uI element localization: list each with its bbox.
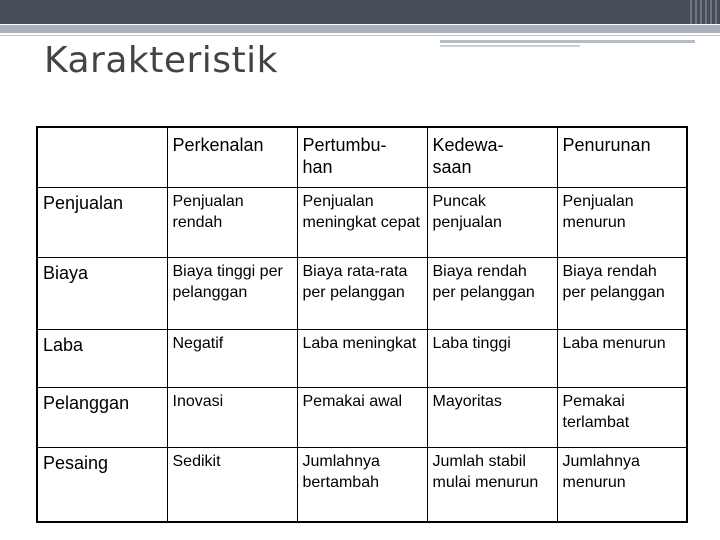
header-rule <box>0 25 720 33</box>
title-bar-stripe <box>690 0 720 24</box>
table-header-row <box>37 127 687 187</box>
row-label: Pesaing <box>37 447 167 522</box>
table-row <box>37 187 687 257</box>
characteristics-table <box>36 126 688 523</box>
table-row <box>37 329 687 387</box>
header-cell-empty <box>37 127 167 187</box>
row-label: Penjualan <box>37 187 167 257</box>
table-cell: Penjualan meningkat cepat <box>297 187 427 257</box>
header-thin-rule <box>0 35 720 36</box>
accent-rule-short <box>440 45 580 47</box>
table-cell: Jumlahnya menurun <box>557 447 687 522</box>
table-cell: Biaya rendah per pelanggan <box>557 257 687 329</box>
table-cell: Laba menurun <box>557 329 687 387</box>
header-cell-kedewasaan: Kedewa- saan <box>427 127 557 187</box>
table-cell: Penjualan menurun <box>557 187 687 257</box>
table-cell: Negatif <box>167 329 297 387</box>
accent-rule-long <box>440 40 695 43</box>
table-cell: Biaya rata-rata per pelanggan <box>297 257 427 329</box>
table-cell: Penjualan rendah <box>167 187 297 257</box>
slide-title: Karakteristik <box>44 40 279 81</box>
row-label: Biaya <box>37 257 167 329</box>
table-cell: Inovasi <box>167 387 297 447</box>
title-bar-decoration <box>0 0 720 24</box>
table-cell: Laba meningkat <box>297 329 427 387</box>
row-label: Pelanggan <box>37 387 167 447</box>
table-cell: Mayoritas <box>427 387 557 447</box>
table-cell: Jumlahnya bertambah <box>297 447 427 522</box>
table-cell: Biaya rendah per pelanggan <box>427 257 557 329</box>
table-row <box>37 257 687 329</box>
table-cell: Jumlah stabil mulai menurun <box>427 447 557 522</box>
header-cell-pertumbuhan: Pertumbu- han <box>297 127 427 187</box>
header-cell-perkenalan: Perkenalan <box>167 127 297 187</box>
header-cell-penurunan: Penurunan <box>557 127 687 187</box>
row-label: Laba <box>37 329 167 387</box>
table-cell: Puncak penjualan <box>427 187 557 257</box>
table-cell: Sedikit <box>167 447 297 522</box>
table-cell: Pemakai awal <box>297 387 427 447</box>
table-row <box>37 447 687 522</box>
table-row <box>37 387 687 447</box>
table-cell: Laba tinggi <box>427 329 557 387</box>
table-cell: Biaya tinggi per pelanggan <box>167 257 297 329</box>
table-cell: Pemakai terlambat <box>557 387 687 447</box>
